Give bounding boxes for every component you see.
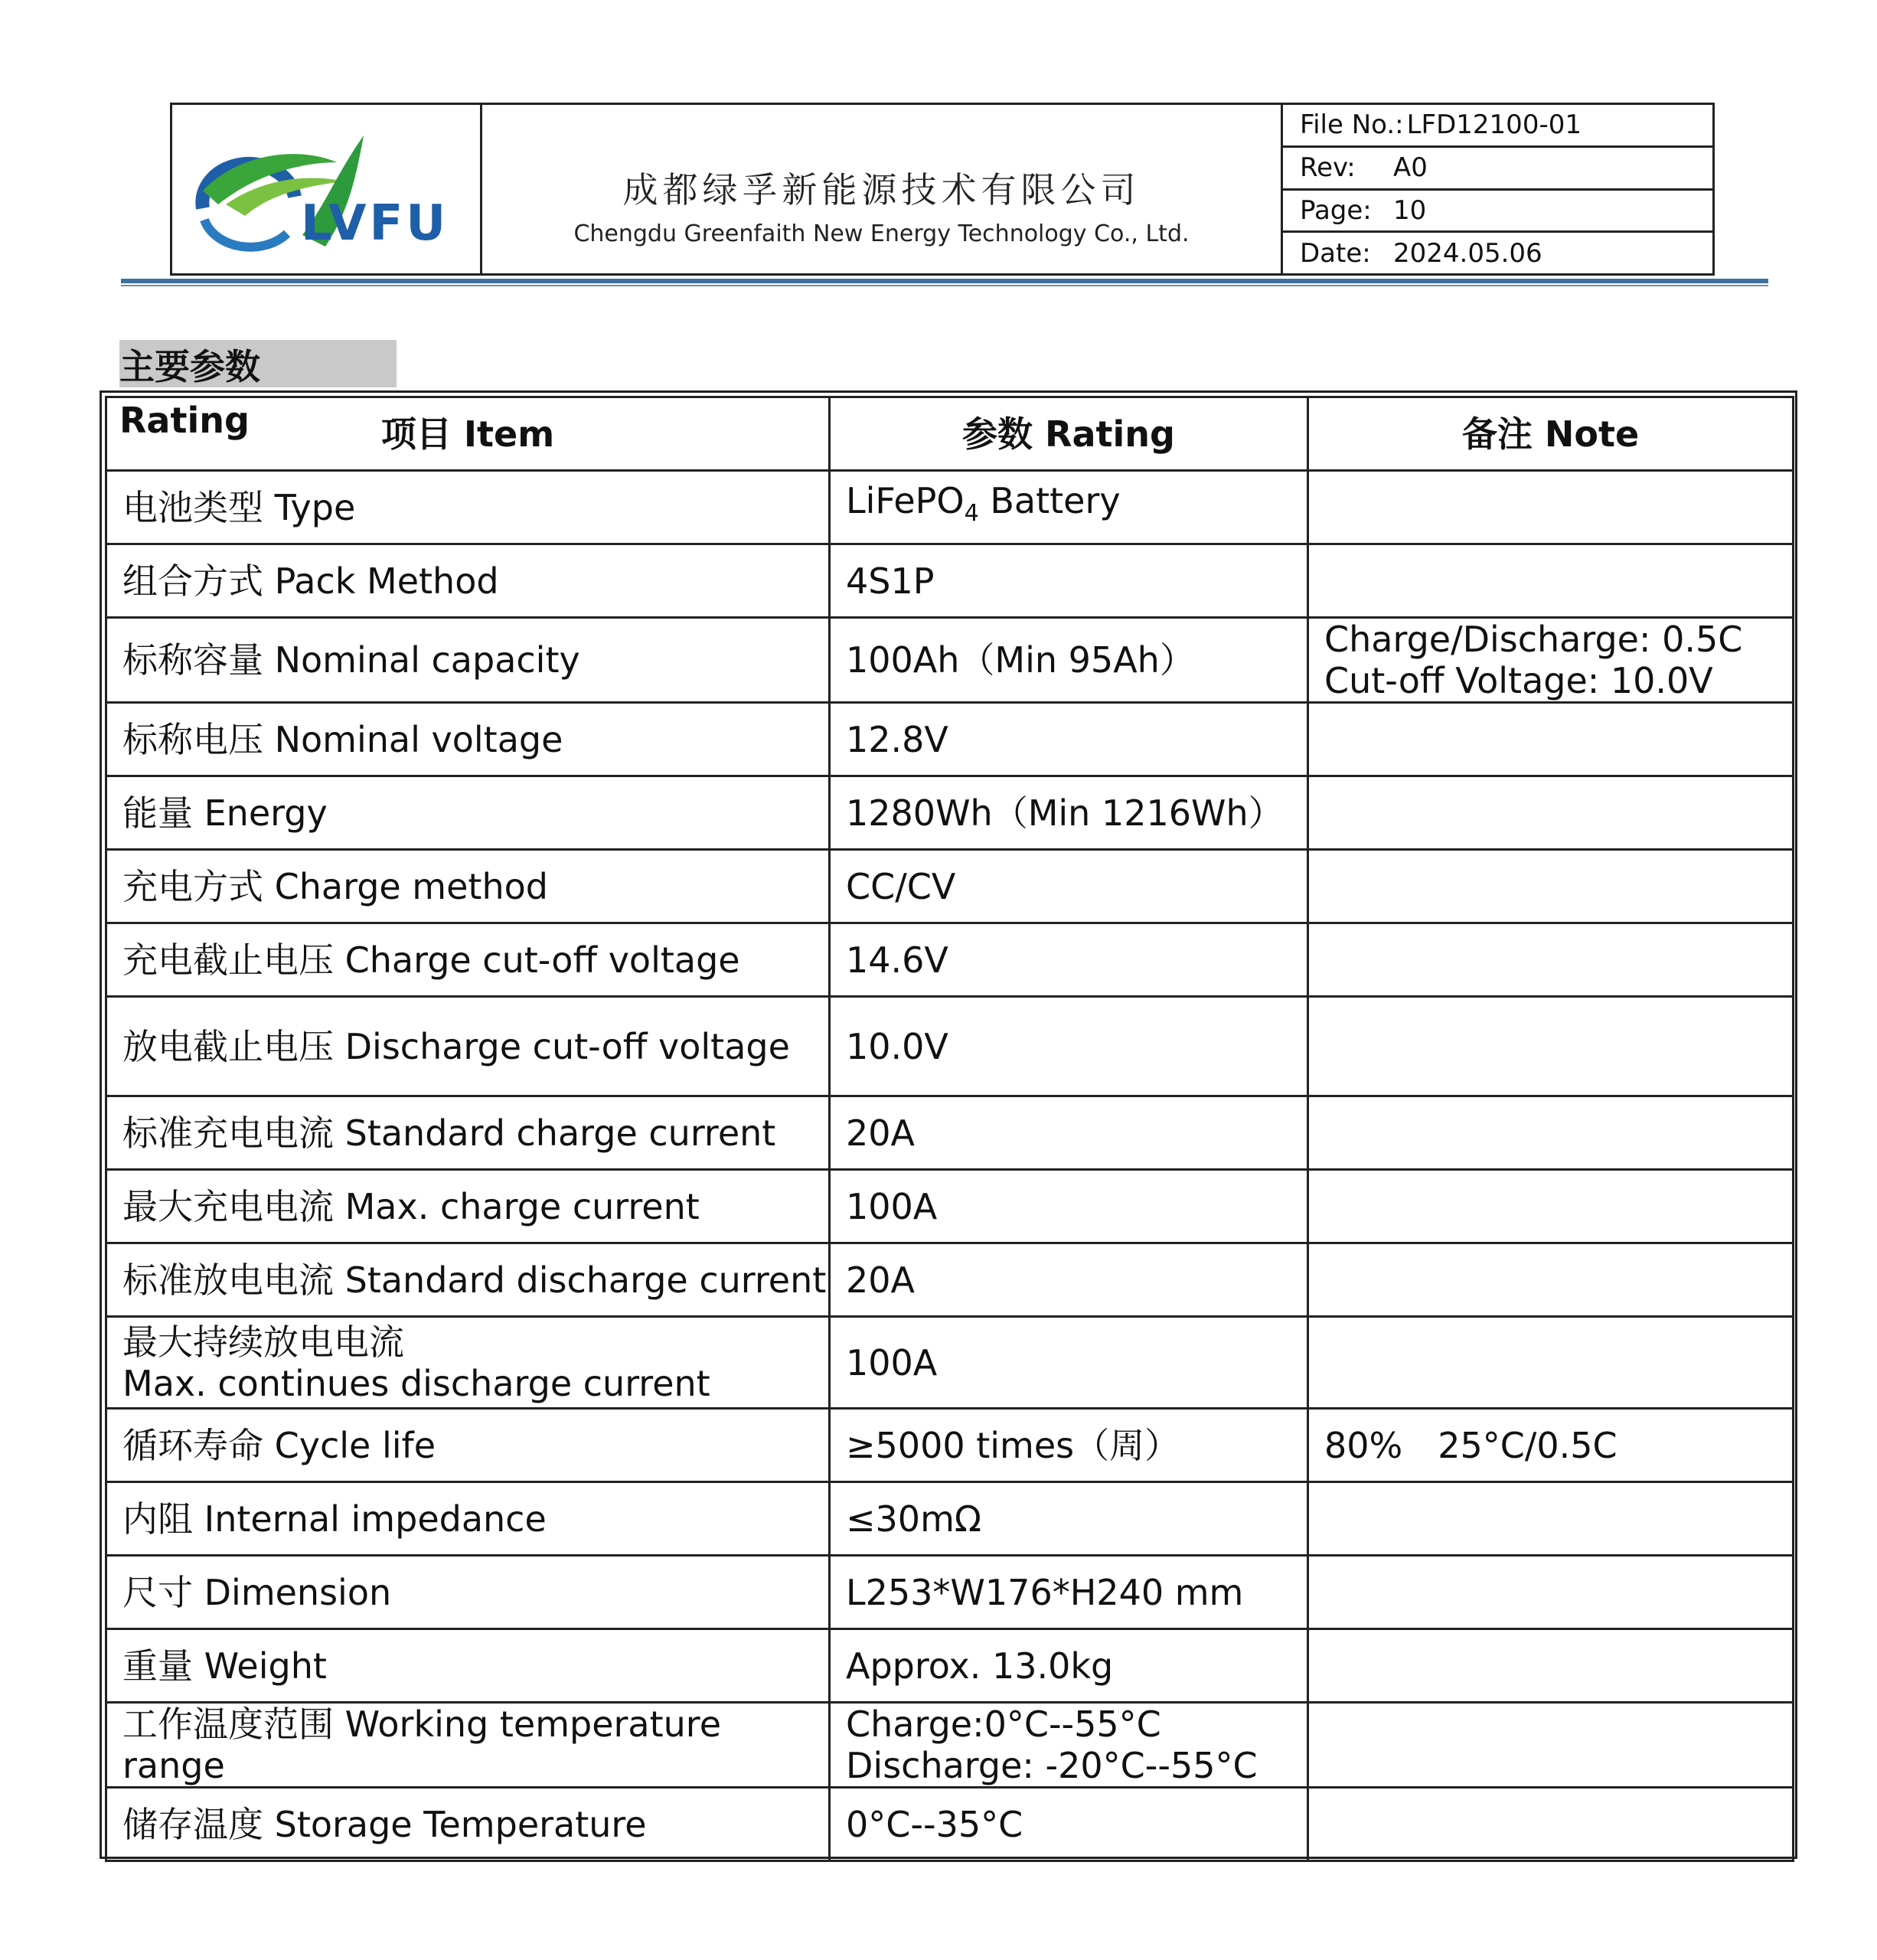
item-line: 最大持续放电电流 (122, 1321, 404, 1363)
header-divider (121, 279, 1768, 283)
page-label: Page: (1300, 194, 1372, 226)
table-row (106, 544, 1794, 618)
table-row (106, 997, 1794, 1096)
rating-line: Discharge: -20°C--55°C (846, 1745, 1258, 1786)
item-cell: 尺寸 Dimension (106, 1556, 830, 1629)
rating-cell: 10.0V (830, 997, 1308, 1096)
company-name-zh: 成都绿孚新能源技术有限公司 (622, 168, 1141, 211)
table-row (106, 923, 1794, 997)
rating-text: LiFePO (846, 479, 965, 521)
item-cell: 标称容量 Nominal capacity (106, 618, 830, 703)
table-row (106, 1096, 1794, 1170)
company-name-en: Chengdu Greenfaith New Energy Technology Co., Ltd. (573, 220, 1190, 247)
logo (172, 105, 482, 273)
rating-cell: 4S1P (830, 544, 1308, 618)
item-cell: 充电截止电压 Charge cut-off voltage (106, 923, 830, 997)
table-row (106, 1170, 1794, 1243)
note-cell (1308, 1317, 1794, 1409)
rating-cell: 0°C--35°C (830, 1788, 1308, 1861)
note-cell (1308, 1703, 1794, 1788)
note-cell (1308, 471, 1794, 544)
table-row (106, 1556, 1794, 1629)
rating-cell: Approx. 13.0kg (830, 1629, 1308, 1703)
rating-cell: 100A (830, 1317, 1308, 1409)
item-cell: 标称电压 Nominal voltage (106, 703, 830, 776)
table-row (106, 776, 1794, 850)
page-value: 10 (1393, 194, 1427, 226)
item-cell: 循环寿命 Cycle life (106, 1409, 830, 1482)
rev-value: A0 (1393, 152, 1428, 184)
column-header-rating: 参数 Rating (830, 397, 1308, 471)
logo-text: LVFU (301, 195, 449, 252)
table-row (106, 471, 1794, 544)
rating-cell: 1280Wh（Min 1216Wh） (830, 776, 1308, 850)
note-cell (1308, 544, 1794, 618)
rating-cell (830, 471, 1308, 544)
note-cell (1308, 1556, 1794, 1629)
rating-cell: 100Ah（Min 95Ah） (830, 618, 1308, 703)
column-header-item: 项目 Item (106, 397, 830, 471)
table-row (106, 1788, 1794, 1861)
table-row (106, 850, 1794, 923)
rating-line: Charge:0°C--55°C (846, 1704, 1161, 1745)
rev-label: Rev: (1300, 152, 1356, 184)
item-cell: 放电截止电压 Discharge cut-off voltage (106, 997, 830, 1096)
note-cell (1308, 1096, 1794, 1170)
rating-cell: ≤30mΩ (830, 1482, 1308, 1556)
item-cell: 组合方式 Pack Method (106, 544, 830, 618)
rating-cell: L253*W176*H240 mm (830, 1556, 1308, 1629)
table-row (106, 1703, 1794, 1788)
rating-text-tail: Battery (978, 479, 1121, 521)
rating-cell: ≥5000 times（周） (830, 1409, 1308, 1482)
note-cell (1308, 618, 1794, 703)
note-cell (1308, 1170, 1794, 1243)
file-no-label: File No.: (1300, 109, 1404, 141)
item-cell: 充电方式 Charge method (106, 850, 830, 923)
rating-table (105, 396, 1794, 1862)
rating-cell: 100A (830, 1170, 1308, 1243)
rating-cell: 14.6V (830, 923, 1308, 997)
document-header (170, 103, 1715, 276)
rating-table-frame (100, 390, 1797, 1859)
table-row (106, 618, 1794, 703)
item-cell: 储存温度 Storage Temperature (106, 1788, 830, 1861)
date-row (1283, 233, 1712, 273)
table-row (106, 1629, 1794, 1703)
item-line: Max. continues discharge current (122, 1362, 710, 1404)
file-no-value: LFD12100-01 (1406, 109, 1582, 141)
page-row (1283, 191, 1712, 234)
note-cell (1308, 1788, 1794, 1861)
item-cell: 能量 Energy (106, 776, 830, 850)
note-cell (1308, 1482, 1794, 1556)
header-divider-thin (121, 285, 1768, 286)
document-meta (1283, 105, 1712, 273)
rating-cell: 20A (830, 1243, 1308, 1317)
table-row (106, 1409, 1794, 1482)
note-cell (1308, 776, 1794, 850)
date-value: 2024.05.06 (1393, 237, 1542, 269)
date-label: Date: (1300, 237, 1371, 269)
note-cell (1308, 703, 1794, 776)
table-row (106, 1317, 1794, 1409)
section-title: 主要参数 Rating (119, 340, 397, 387)
item-cell: 重量 Weight (106, 1629, 830, 1703)
rating-cell: 20A (830, 1096, 1308, 1170)
rating-cell (830, 1703, 1308, 1788)
note-cell: 80% 25°C/0.5C (1308, 1409, 1794, 1482)
item-cell: 最大充电电流 Max. charge current (106, 1170, 830, 1243)
rating-cell: 12.8V (830, 703, 1308, 776)
item-cell (106, 1317, 830, 1409)
note-line: Cut-off Voltage: 10.0V (1324, 660, 1713, 701)
item-cell: 标准充电电流 Standard charge current (106, 1096, 830, 1170)
column-header-note: 备注 Note (1308, 397, 1794, 471)
table-header-row (106, 397, 1794, 471)
item-cell: 标准放电电流 Standard discharge current (106, 1243, 830, 1317)
file-no-row (1283, 105, 1712, 148)
item-cell: 工作温度范围 Working temperature range (106, 1703, 830, 1788)
table-row (106, 1482, 1794, 1556)
rating-cell: CC/CV (830, 850, 1308, 923)
note-line: Charge/Discharge: 0.5C (1324, 619, 1743, 660)
rev-row (1283, 148, 1712, 191)
table-row (106, 1243, 1794, 1317)
note-cell (1308, 850, 1794, 923)
note-cell (1308, 997, 1794, 1096)
company-name-block (482, 105, 1283, 273)
table-row (106, 703, 1794, 776)
note-cell (1308, 923, 1794, 997)
note-cell (1308, 1629, 1794, 1703)
item-cell: 内阻 Internal impedance (106, 1482, 830, 1556)
item-cell: 电池类型 Type (106, 471, 830, 544)
rating-subscript: 4 (964, 500, 979, 528)
note-cell (1308, 1243, 1794, 1317)
